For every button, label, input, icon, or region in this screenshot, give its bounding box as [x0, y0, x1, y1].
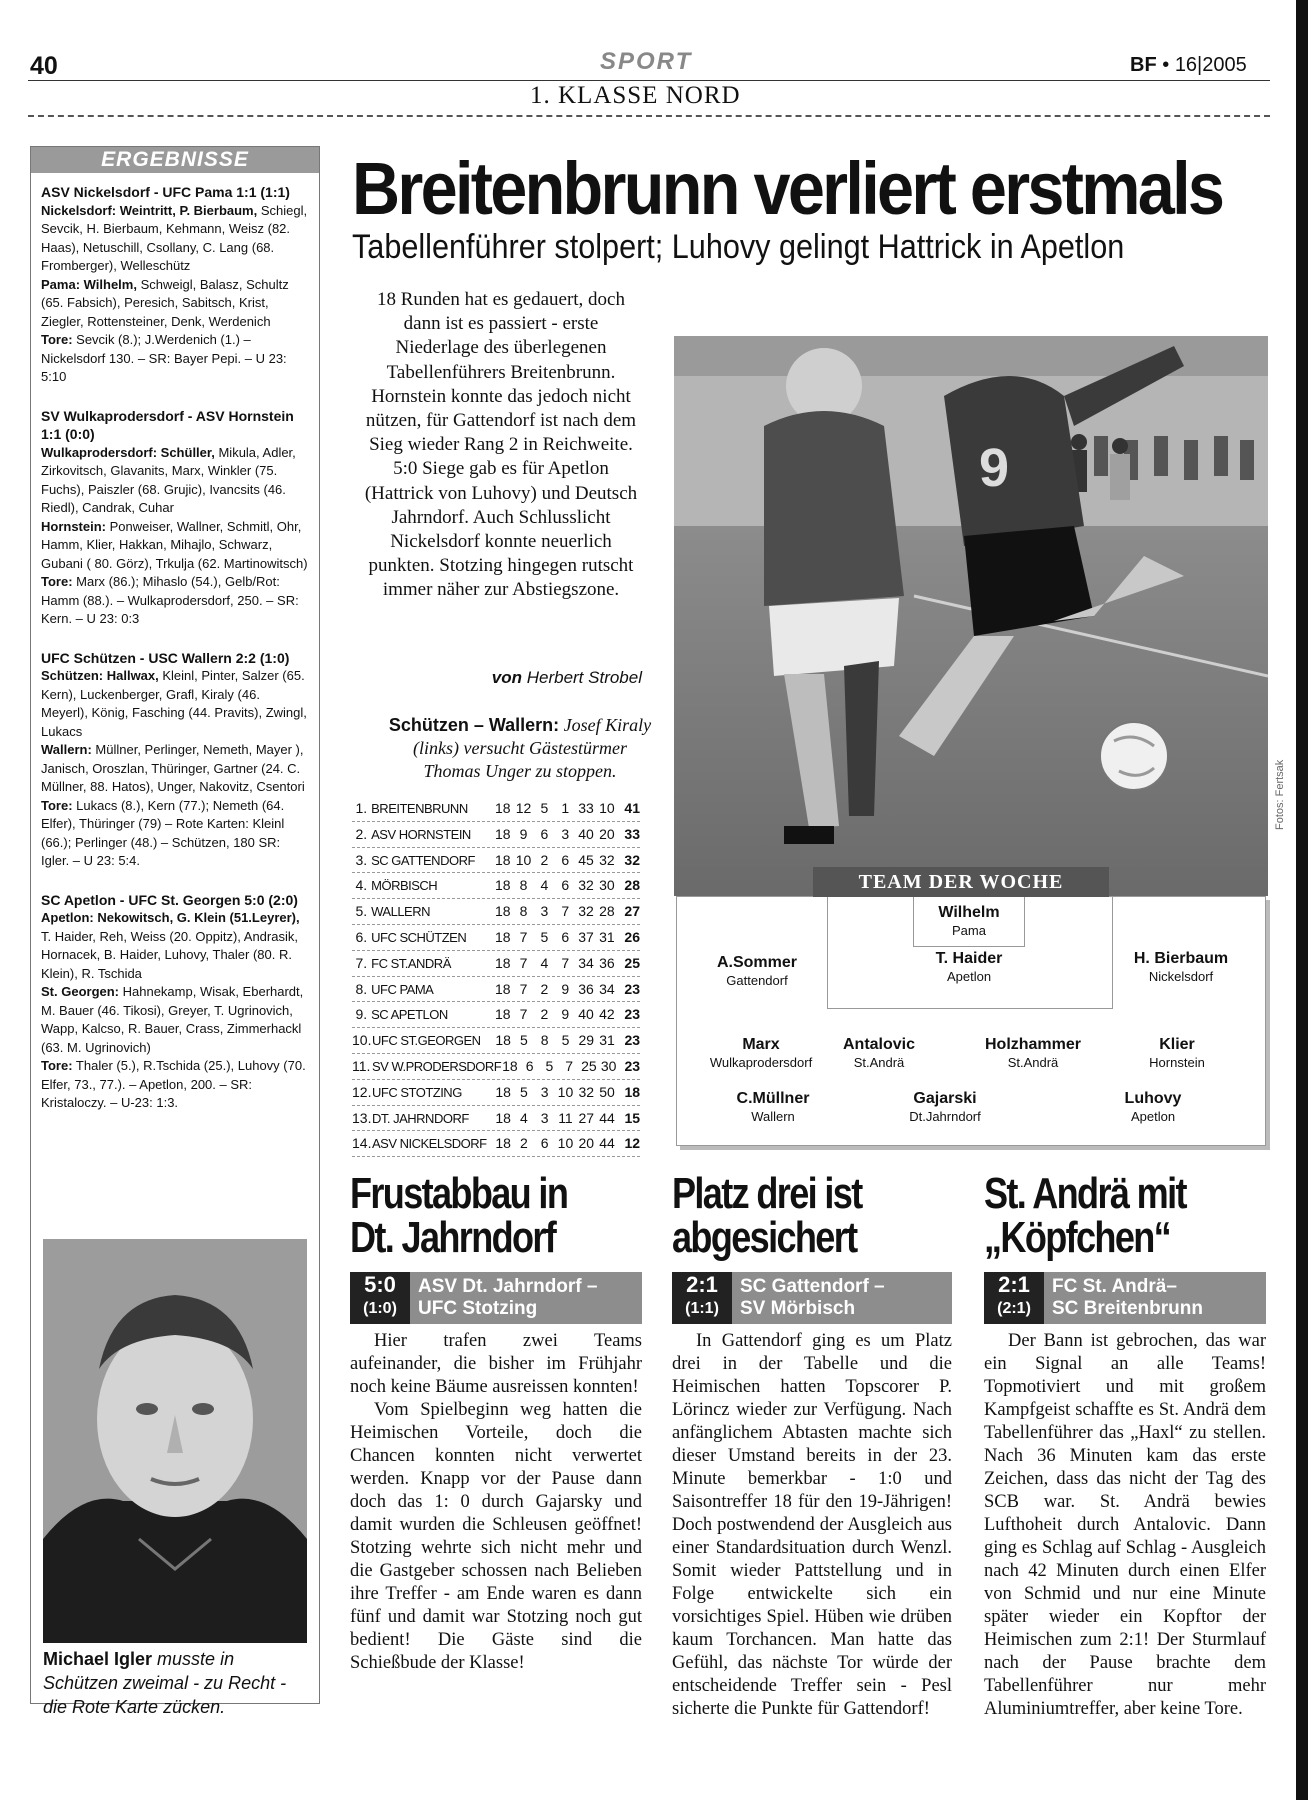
photo-caption-title: Schützen – Wallern:	[388, 715, 560, 735]
table-cell-rank: 4.	[355, 877, 368, 894]
column-2	[672, 1169, 952, 1719]
issue-number: 16|2005	[1174, 54, 1247, 76]
player-slot	[677, 953, 837, 989]
table-cell-w: 8	[519, 903, 528, 920]
table-cell-rank: 2.	[355, 825, 368, 842]
table-cell-pts: 23	[624, 1057, 641, 1074]
table-row	[352, 1106, 640, 1132]
player-name: T. Haider	[935, 950, 1003, 967]
match-detail	[41, 1057, 309, 1113]
match-detail-text: Lukacs (8.), Kern (77.); Nemeth (64. Elfer), Thüringer (79) – Rote Karten: Kleinl (66.); Perlinger (48.) – Schützen, 180 SR: Igler. – U 23: 5:4.	[41, 797, 285, 868]
player-club: Gattendorf	[726, 973, 788, 988]
player-club: Wulkaprodersdorf	[709, 1055, 813, 1070]
player-slot	[865, 1089, 1025, 1125]
page-edge	[1296, 0, 1308, 1800]
column-3	[984, 1169, 1266, 1719]
match-detail-label: Nickelsdorf: Weintritt, P. Bierbaum,	[41, 202, 258, 218]
match-detail-label: Hornstein:	[41, 518, 106, 534]
table-cell-w: 6	[525, 1057, 534, 1074]
byline-prefix: von	[491, 668, 522, 687]
table-cell-pts: 33	[624, 825, 640, 842]
table-cell-rank: 11.	[352, 1057, 371, 1074]
article-lead: 18 Runden hat es gedauert, doch dann ist es passiert - erste Niederlage des überlegenen Tabellenführers Breitenbrunn. Hornstein konnte das jedoch nicht nützen, für Gattendorf ist nach dem Sieg wieder Rang 2 in Reichweite. 5:0 Siege gab es für Apetlon (Hattrick von Luhovy) und Deutsch Jahrndorf. Auch Schlusslicht Nickelsdorf konnte neuerlich punkten. Stotzing hingegen rutscht immer näher zur Abstiegszone.	[364, 289, 638, 601]
table-cell-w: 7	[519, 1006, 528, 1023]
table-cell-d: 3	[540, 1083, 549, 1100]
table-cell-ga: 44	[599, 1109, 615, 1126]
portrait-caption-name: Michael Igler	[43, 1649, 153, 1669]
match-detail-text: Kleinl, Pinter, Salzer (65. Kern), Luckenberger, Grafl, Kiraly (46. Meyerl), König, Fasching (44. Pravits), Zwingl, Lukacs	[41, 668, 307, 739]
table-cell-l: 9	[561, 1006, 570, 1023]
standings-table	[352, 796, 640, 1157]
column-2-headline-line1: Platz drei ist	[672, 1169, 862, 1218]
table-cell-pts: 32	[624, 851, 640, 868]
match-detail-label: Wulkaprodersdorf: Schüller,	[41, 444, 215, 460]
table-cell-w: 12	[515, 800, 532, 816]
table-cell-gf: 33	[578, 800, 594, 816]
player-club: Dt.Jahrndorf	[909, 1109, 981, 1124]
table-cell-team: UFC ST.GEORGEN	[372, 1033, 481, 1049]
match-detail-text: Sevcik (8.); J.Werdenich (1.) – Nickelsdorf 130. – SR: Bayer Pepi. – U 23: 5:10	[41, 332, 287, 384]
table-cell-d: 8	[540, 1032, 549, 1049]
table-cell-l: 6	[561, 877, 570, 894]
match-teams	[732, 1272, 952, 1324]
table-cell-gf: 32	[578, 877, 594, 894]
final-score: 2:1	[998, 1272, 1030, 1297]
table-cell-ga: 30	[600, 1057, 617, 1074]
table-cell-d: 4	[540, 877, 549, 894]
results-list	[41, 183, 309, 1133]
table-cell-rank: 3.	[355, 851, 368, 868]
table-cell-g: 18	[494, 825, 511, 842]
player-name: Wilhelm	[938, 904, 1000, 921]
table-cell-d: 5	[540, 800, 549, 816]
table-cell-team: DT. JAHRNDORF	[372, 1110, 469, 1126]
column-1-headline-line1: Frustabbau in	[350, 1169, 568, 1218]
column-2-body	[672, 1330, 952, 1721]
table-cell-g: 18	[494, 903, 511, 920]
match-detail	[41, 573, 309, 629]
svg-text:9: 9	[979, 438, 1010, 498]
match-detail-label: Pama: Wilhelm,	[41, 276, 137, 292]
player-name: Holzhammer	[984, 1036, 1082, 1053]
table-cell-l: 3	[561, 825, 570, 842]
match-detail	[41, 667, 309, 741]
photo-credit: Fotos: Fertsak	[1274, 759, 1286, 830]
table-cell-l: 10	[557, 1083, 574, 1100]
table-cell-w: 9	[519, 825, 528, 842]
table-cell-pts: 25	[624, 954, 640, 971]
player-club: Hornstein	[1149, 1055, 1205, 1070]
match-detail-text: Hahnekamp, Wisak, Eberhardt, M. Bauer (46. Tikosi), Greyer, T. Ugrinovich, Wapp, Kalcso, R. Bauer, Crass, Zimmerhackl (63. M. Ugrinovich)	[41, 984, 304, 1055]
match-detail-label: Schützen: Hallwax,	[41, 668, 159, 683]
table-cell-g: 18	[494, 954, 511, 971]
column-3-headline-line1: St. Andrä mit	[984, 1169, 1186, 1218]
player-name: A.Sommer	[716, 954, 798, 971]
table-cell-pts: 23	[624, 1032, 641, 1049]
table-cell-g: 18	[494, 980, 511, 997]
player-slot	[1101, 949, 1261, 985]
column-3-body	[984, 1330, 1266, 1721]
table-cell-g: 18	[495, 1032, 511, 1049]
table-row	[352, 873, 640, 899]
table-cell-w: 8	[519, 877, 528, 894]
match-photo	[674, 336, 1268, 896]
table-cell-team: UFC STOTZING	[372, 1084, 462, 1100]
table-cell-pts: 12	[624, 1135, 641, 1152]
table-cell-w: 10	[515, 851, 532, 868]
match-detail-label: Tore:	[41, 574, 73, 589]
match-result	[41, 183, 309, 387]
match-detail	[41, 797, 309, 871]
table-row	[352, 822, 640, 848]
table-cell-team: MÖRBISCH	[371, 878, 438, 894]
table-cell-rank: 13.	[352, 1109, 372, 1126]
final-score: 2:1	[686, 1272, 718, 1297]
player-slot	[889, 903, 1049, 939]
match-detail	[41, 983, 309, 1057]
table-cell-team: SC GATTENDORF	[371, 852, 475, 868]
player-slot	[799, 1035, 959, 1071]
match-title: UFC Schützen - USC Wallern 2:2 (1:0)	[41, 649, 290, 666]
table-cell-rank: 1.	[355, 800, 368, 816]
photo-caption-text: Josef Kiraly (links) versucht Gästestürmer Thomas Unger zu stoppen.	[413, 715, 652, 781]
table-cell-g: 18	[495, 1135, 511, 1152]
match-detail-label: Apetlon: Nekowitsch, G. Klein (51.Leyrer),	[41, 910, 300, 925]
match-detail-label: St. Georgen:	[41, 984, 120, 999]
home-team: SC Gattendorf –	[740, 1276, 885, 1297]
table-cell-team: BREITENBRUNN	[371, 801, 468, 816]
match-detail-text: Schiegl, Sevcik, H. Bierbaum, Kehmann, Weisz (82. Haas), Netuschill, Csollany, C. Lang (68. Fromberger), Welleschütz	[41, 202, 308, 273]
table-cell-w: 2	[520, 1135, 528, 1152]
match-detail	[41, 331, 309, 387]
table-cell-rank: 6.	[355, 928, 368, 945]
player-club: Apetlon	[1130, 1109, 1176, 1124]
results-sidebar	[30, 146, 320, 1717]
table-cell-l: 6	[561, 928, 570, 945]
header-dashed-rule	[28, 115, 1270, 117]
table-cell-w: 5	[520, 1032, 528, 1049]
table-cell-ga: 34	[599, 980, 615, 997]
player-slot	[1073, 1089, 1233, 1125]
table-cell-g: 18	[495, 1109, 511, 1126]
table-cell-gf: 40	[578, 825, 594, 842]
table-cell-gf: 34	[578, 954, 594, 971]
results-heading: ERGEBNISSE	[31, 147, 319, 173]
column-2-headline-line2: abgesichert	[672, 1213, 857, 1262]
column-2-score-bar	[672, 1272, 952, 1324]
away-team: UFC Stotzing	[418, 1298, 538, 1319]
match-result	[41, 891, 309, 1113]
score-box	[672, 1272, 732, 1324]
match-detail-text: Ponweiser, Wallner, Schmitl, Ohr, Hamm, Klier, Hakkan, Mihajlo, Schwarz, Gubani ( 80. Görz), Trkulja (62. Martinowitsch)	[41, 518, 308, 571]
match-detail	[41, 741, 309, 797]
table-row	[352, 899, 640, 925]
player-name: H. Bierbaum	[1133, 950, 1229, 967]
table-cell-g: 18	[494, 851, 511, 868]
table-row	[352, 977, 640, 1003]
table-cell-l: 7	[561, 903, 570, 920]
match-detail	[41, 202, 309, 276]
table-cell-w: 7	[519, 928, 528, 945]
table-cell-d: 2	[540, 851, 549, 868]
match-result	[41, 649, 309, 871]
team-of-week	[676, 871, 1266, 1146]
table-cell-gf: 20	[578, 1135, 595, 1152]
paragraph: Der Bann ist gebrochen, das war ein Signal an alle Teams! Topmotiviert und mit großem Kampfgeist schaffte es St. Andrä dem Tabellenführer das „Haxl“ zu stellen. Nach 36 Minuten kam das erste Zeichen, dass das nicht der Tag des SCB war. St. Andrä bewies Lufthoheit durch Antalovic. Dann ging es Schlag auf Schlag - Ausgleich nach 42 Minuten durch einen Elfer von Schmid und nur eine Minute später wieder ein Kopftor der Heimischen zum 2:1! Der Sturmlauf nach der Pause brachte dem Tabellenführer nur mehr Aluminiumtreffer, aber keine Tore.	[984, 1331, 1266, 1719]
match-detail-text: Schweigl, Balasz, Schultz (65. Fabsich), Peresich, Sabitsch, Krist, Ziegler, Rottensteiner, Denk, Werdenich	[41, 276, 289, 329]
article-subhead: Tabellenführer stolpert; Luhovy gelingt Hattrick in Apetlon	[352, 228, 1125, 266]
table-cell-rank: 7.	[355, 954, 368, 971]
match-detail	[41, 444, 309, 518]
player-slot	[1097, 1035, 1257, 1071]
table-cell-d: 5	[545, 1057, 554, 1074]
player-name: Marx	[742, 1036, 780, 1053]
table-cell-rank: 8.	[355, 980, 368, 997]
issue-info	[1130, 54, 1247, 77]
table-cell-w: 4	[520, 1109, 528, 1126]
halftime-score: (1:0)	[363, 1300, 397, 1317]
match-detail-label: Tore:	[41, 332, 73, 347]
table-cell-gf: 32	[578, 1083, 595, 1100]
paragraph: In Gattendorf ging es um Platz drei in der Tabelle und die Heimischen hatten Topscorer P. Lörincz wieder zur Verfügung. Nach anfänglichem Abtasten machte sich dieser Umstand bereits in der 23. Minute bemerkbar - 1:0 und Saisontreffer 18 für den 19-Jährigen! Doch postwendend der Ausgleich aus einer Standardsituation durch Wenzl. Somit wieder Pattstellung und in Folge entwickelte sich ein vorsichtiges Spiel. Hüben wie drüben kaum Torchancen. Man hatte das Gefühl, das nächste Tor würde der entscheidende Treffer sein - Pesl sicherte die Punkte für Gattendorf!	[672, 1331, 952, 1719]
match-detail-text: T. Haider, Reh, Weiss (20. Oppitz), Andrasik, Hornacek, B. Haider, Luhovy, Thaler (80. R. Klein), R. Tschida	[41, 928, 298, 981]
table-cell-rank: 12.	[352, 1083, 372, 1100]
column-1-score-bar	[350, 1272, 642, 1324]
table-cell-gf: 40	[578, 1006, 594, 1023]
match-title: ASV Nickelsdorf - UFC Pama 1:1 (1:1)	[41, 184, 290, 200]
match-photo-illustration	[674, 336, 1268, 896]
column-1	[350, 1169, 642, 1673]
column-3-headline-line2: „Köpfchen“	[984, 1213, 1171, 1262]
score-box	[984, 1272, 1044, 1324]
table-cell-team: ASV HORNSTEIN	[371, 826, 471, 842]
table-cell-rank: 14.	[352, 1135, 372, 1152]
table-cell-d: 3	[540, 1109, 549, 1126]
table-cell-gf: 45	[578, 851, 594, 868]
section-label: SPORT	[600, 48, 693, 75]
match-detail-text: Thaler (5.), R.Tschida (25.), Luhovy (70. Elfer, 73., 77.). – Apetlon, 200. – SR: Kristaloczy. – U-23: 1:3.	[41, 1058, 306, 1110]
table-cell-l: 1	[561, 800, 570, 816]
table-cell-ga: 31	[599, 928, 615, 945]
match-detail-label: Wallern:	[41, 742, 92, 757]
table-cell-d: 2	[540, 1006, 549, 1023]
table-cell-team: UFC PAMA	[371, 981, 434, 997]
paragraph: Hier trafen zwei Teams aufeinander, die bisher im Frühjahr noch keine Bäume ausreissen konnten!	[350, 1331, 642, 1397]
table-cell-team: UFC SCHÜTZEN	[371, 929, 467, 945]
away-team: SC Breitenbrunn	[1052, 1298, 1203, 1319]
table-cell-pts: 41	[624, 800, 640, 816]
table-cell-rank: 9.	[355, 1006, 368, 1023]
paragraph: Vom Spielbeginn weg hatten die Heimischen Vorteile, doch die Chancen konnten nicht verwertet werden. Knapp vor der Pause dann doch das 1: 0 durch Gajarsky und damit wurden die Schleusen geöffnet! Stotzing wehrte sich nicht mehr und die Gastgeber schossen nach Belieben ihre Treffer - am Ende waren es dann fünf und damit war Stotzing noch gut bedient! Die Gäste sind die Schießbude der Klasse!	[350, 1400, 642, 1673]
score-box	[350, 1272, 410, 1324]
table-cell-ga: 50	[599, 1083, 615, 1100]
match-title: SV Wulkaprodersdorf - ASV Hornstein 1:1 (0:0)	[41, 407, 294, 442]
table-cell-gf: 37	[578, 928, 594, 945]
table-cell-pts: 26	[624, 928, 640, 945]
table-cell-l: 7	[565, 1057, 574, 1074]
portrait-photo	[43, 1239, 307, 1643]
table-cell-pts: 18	[624, 1083, 641, 1100]
table-cell-gf: 32	[578, 903, 594, 920]
header-rule	[28, 80, 1270, 81]
home-team: ASV Dt. Jahrndorf –	[418, 1276, 598, 1297]
match-detail	[41, 518, 309, 574]
table-cell-ga: 30	[599, 877, 615, 894]
table-cell-team: ASV NICKELSDORF	[372, 1136, 487, 1152]
article-headline: Breitenbrunn verliert erstmals	[352, 147, 1223, 230]
match-detail	[41, 909, 309, 983]
table-cell-gf: 36	[578, 980, 594, 997]
table-cell-gf: 27	[578, 1109, 595, 1126]
table-cell-gf: 25	[581, 1057, 597, 1074]
match-teams	[1044, 1272, 1266, 1324]
team-of-week-title: TEAM DER WOCHE	[813, 867, 1109, 897]
table-cell-w: 5	[520, 1083, 528, 1100]
portrait-illustration	[43, 1239, 307, 1643]
halftime-score: (2:1)	[997, 1300, 1031, 1317]
column-1-headline-line2: Dt. Jahrndorf	[350, 1213, 556, 1262]
table-cell-d: 3	[540, 903, 549, 920]
table-cell-d: 6	[540, 1135, 549, 1152]
table-cell-team: WALLERN	[371, 904, 431, 920]
away-team: SV Mörbisch	[740, 1298, 856, 1319]
match-detail-text: Müllner, Perlinger, Nemeth, Mayer ), Janisch, Oroszlan, Thüringer, Gartner (24. C. Müllner, 88. Hatos), Unger, Nakovitz, Csentori	[41, 742, 305, 794]
halftime-score: (1:1)	[685, 1300, 719, 1317]
table-row	[352, 1131, 640, 1157]
table-row	[352, 925, 640, 951]
player-club: St.Andrä	[1007, 1055, 1059, 1070]
league-kicker: 1. KLASSE NORD	[530, 82, 741, 109]
table-cell-team: SV W.PRODERSDORF	[372, 1058, 502, 1074]
match-detail-label: Tore:	[41, 797, 73, 813]
column-1-body	[350, 1330, 642, 1675]
table-cell-g: 18	[494, 800, 511, 816]
table-cell-pts: 23	[624, 980, 640, 997]
table-cell-ga: 10	[599, 800, 615, 816]
table-cell-ga: 36	[599, 954, 615, 971]
table-cell-g: 18	[494, 928, 511, 945]
byline-author: Herbert Strobel	[522, 668, 642, 687]
byline	[400, 668, 642, 688]
table-row	[352, 848, 640, 874]
table-cell-ga: 20	[599, 825, 615, 842]
table-cell-l: 5	[561, 1032, 570, 1049]
player-name: Luhovy	[1124, 1090, 1182, 1107]
issue-dot: •	[1162, 54, 1170, 76]
table-cell-w: 7	[519, 980, 528, 997]
table-row	[352, 1080, 640, 1106]
player-slot	[693, 1089, 853, 1125]
table-cell-team: FC ST.ANDRÄ	[371, 955, 451, 971]
table-row	[352, 1054, 640, 1080]
table-cell-d: 5	[540, 928, 549, 945]
photo-caption	[384, 714, 656, 783]
table-row	[352, 1002, 640, 1028]
table-cell-ga: 42	[599, 1006, 615, 1023]
match-result	[41, 407, 309, 629]
table-cell-ga: 31	[599, 1032, 615, 1049]
table-cell-d: 2	[540, 980, 549, 997]
table-cell-pts: 23	[624, 1006, 640, 1023]
player-name: C.Müllner	[736, 1090, 810, 1107]
player-slot	[889, 949, 1049, 985]
table-cell-pts: 15	[624, 1109, 641, 1126]
final-score: 5:0	[364, 1272, 396, 1297]
table-cell-g: 18	[502, 1057, 518, 1074]
issue-brand: BF	[1130, 54, 1157, 76]
match-detail-text: Mikula, Adler, Zirkovitsch, Glavanits, Marx, Winkler (75. Fuchs), Paiszler (68. Grujic), Ivancsits (46. Riedl), Candrak, Cuhar	[41, 444, 296, 515]
table-cell-gf: 29	[578, 1032, 595, 1049]
column-3-score-bar	[984, 1272, 1266, 1324]
player-club: St.Andrä	[853, 1055, 905, 1070]
table-cell-l: 11	[558, 1109, 573, 1126]
portrait-caption-text: musste in Schützen zweimal - zu Recht - die Rote Karte zücken.	[43, 1649, 287, 1717]
player-name: Klier	[1159, 1036, 1195, 1053]
match-title: SC Apetlon - UFC St. Georgen 5:0 (2:0)	[41, 891, 298, 908]
player-club: Wallern	[751, 1109, 795, 1124]
match-detail	[41, 276, 309, 332]
match-detail-label: Tore:	[41, 1058, 73, 1073]
table-cell-l: 7	[561, 954, 570, 971]
page-number: 40	[30, 52, 58, 80]
portrait-caption	[43, 1647, 311, 1719]
table-cell-rank: 5.	[355, 903, 368, 920]
match-detail-text: Marx (86.); Mihaslo (54.), Gelb/Rot: Hamm (88.). – Wulkaprodersdorf, 250. – SR: Kern. – U 23: 0:3	[41, 574, 299, 626]
table-cell-pts: 27	[624, 903, 640, 920]
table-cell-pts: 28	[624, 877, 640, 894]
table-cell-w: 7	[519, 954, 528, 971]
table-cell-l: 9	[561, 980, 570, 997]
home-team: FC St. Andrä–	[1052, 1276, 1177, 1297]
table-cell-g: 18	[494, 1006, 511, 1023]
player-club: Nickelsdorf	[1148, 969, 1214, 984]
table-cell-ga: 44	[599, 1135, 615, 1152]
player-slot	[953, 1035, 1113, 1071]
table-cell-l: 10	[557, 1135, 574, 1152]
table-cell-d: 4	[540, 954, 549, 971]
table-row	[352, 951, 640, 977]
player-name: Antalovic	[842, 1036, 915, 1053]
match-teams	[410, 1272, 642, 1324]
table-cell-team: SC APETLON	[371, 1007, 448, 1023]
table-row	[352, 796, 640, 822]
table-cell-d: 6	[540, 825, 549, 842]
player-club: Apetlon	[946, 969, 992, 984]
table-cell-g: 18	[495, 1083, 511, 1100]
table-cell-rank: 10.	[352, 1032, 372, 1049]
table-cell-l: 6	[561, 851, 570, 868]
table-row	[352, 1028, 640, 1054]
player-club: Pama	[952, 923, 986, 938]
player-name: Gajarski	[913, 1090, 977, 1107]
table-cell-ga: 32	[599, 851, 615, 868]
table-cell-g: 18	[494, 877, 511, 894]
table-cell-ga: 28	[599, 903, 615, 920]
